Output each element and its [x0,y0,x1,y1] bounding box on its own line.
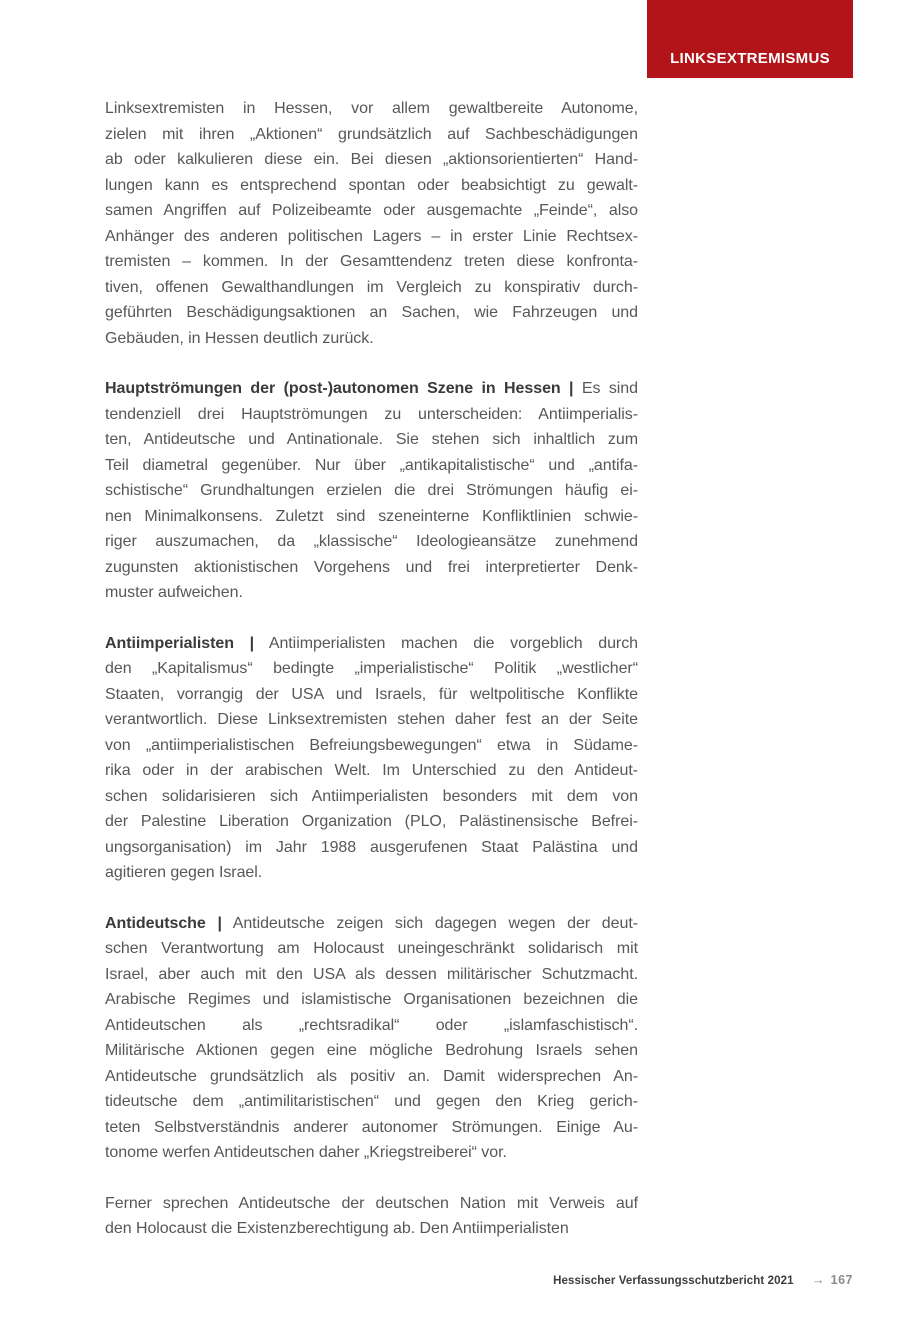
text-line: tendenziell drei Hauptströmungen zu unterscheiden: Antiimperialis- [105,405,638,423]
paragraph [105,631,638,886]
text-line: den Holocaust die Existenzberechtigung ab. Den Antiimperialisten [105,1220,569,1237]
text-line: ab oder kalkulieren diese ein. Bei diesen „aktionsorientierten“ Hand- [105,151,638,168]
text-line: schen Verantwortung am Holocaust uneingeschränkt solidarisch mit [105,940,638,957]
paragraph [105,376,638,606]
footer-page-ref [812,1272,853,1287]
run-in-heading: Antiimperialisten | [105,634,255,652]
text-line: samen Angriffen auf Polizeibeamte oder ausgemachte „Feinde“, also [105,202,638,219]
text-line: Antideutsche | Antideutsche zeigen sich dagegen wegen der deut- [105,914,638,932]
text-line: zugunsten aktionistischen Vorgehens und frei interpretierter Denk- [105,558,638,576]
text-line: tremisten – kommen. In der Gesamttendenz treten diese konfronta- [105,253,638,270]
run-in-heading: Antideutsche | [105,914,222,932]
section-tab [647,0,853,78]
section-tab-label: LINKSEXTREMISMUS [670,50,830,67]
text-line: Gebäuden, in Hessen deutlich zurück. [105,329,374,347]
text-line: Hauptströmungen der (post-)autonomen Szene in Hessen | Es sind [105,380,638,397]
text-line: Antideutsche grundsätzlich als positiv an. Damit widersprechen An- [105,1067,638,1085]
text-line: lungen kann es entsprechend spontan oder beabsichtigt zu gewalt- [105,176,638,194]
text-line: zielen mit ihren „Aktionen“ grundsätzlich auf Sachbeschädigungen [105,125,638,143]
text-line: Ferner sprechen Antideutsche der deutschen Nation mit Verweis auf [105,1194,638,1212]
text-line: den „Kapitalismus“ bedingte „imperialistische“ Politik „westlicher“ [105,660,638,677]
footer-report-title: Hessischer Verfassungsschutzbericht 2021 [553,1275,794,1287]
text-line: teten Selbstverständnis anderer autonomer Strömungen. Einige Au- [105,1118,638,1136]
text-line: tonome werfen Antideutschen daher „Kriegstreiberei“ vor. [105,1144,507,1161]
text-line: Linksextremisten in Hessen, vor allem gewaltbereite Autonome, [105,100,638,117]
text-line: Teil diametral gegenüber. Nur über „antikapitalistische“ und „antifa- [105,456,638,474]
text-line: von „antiimperialistischen Befreiungsbewegungen“ etwa in Südame- [105,736,638,754]
page-number: 167 [830,1273,853,1287]
text-line: geführten Beschädigungsaktionen an Sachen, wie Fahrzeugen und [105,304,638,321]
text-line: Israel, aber auch mit den USA als dessen militärischer Schutzmacht. [105,965,638,983]
text-line: rika oder in der arabischen Welt. Im Unterschied zu den Antideut- [105,762,638,779]
text-line: riger auszumachen, da „klassische“ Ideologieansätze zunehmend [105,533,638,550]
paragraph [105,96,638,351]
text-line: muster aufweichen. [105,584,243,601]
text-line: der Palestine Liberation Organization (PLO, Palästinensische Befrei- [105,813,638,830]
text-line: ungsorganisation) im Jahr 1988 ausgerufenen Staat Palästina und [105,838,638,856]
text-line: Antideutschen als „rechtsradikal“ oder „islamfaschistisch“. [105,1016,638,1034]
paragraph [105,911,638,1166]
text-line: Antiimperialisten | Antiimperialisten machen die vorgeblich durch [105,634,639,652]
text-line: tiven, offenen Gewalthandlungen im Vergleich zu konspirativ durch- [105,278,638,296]
text-line: nen Minimalkonsens. Zuletzt sind szeneinterne Konfliktlinien schwie- [105,507,638,525]
arrow-right-icon: → [811,1272,825,1287]
text-line: verantwortlich. Diese Linksextremisten stehen daher fest an der Seite [105,711,638,728]
text-line: ten, Antideutsche und Antinationale. Sie stehen sich inhaltlich zum [105,431,638,448]
text-line: agitieren gegen Israel. [105,864,263,881]
text-line: tideutsche dem „antimilitaristischen“ und gegen den Krieg gerich- [105,1093,638,1110]
text-line: Staaten, vorrangig der USA und Israels, für weltpolitische Konflikte [105,685,638,703]
text-line: schistische“ Grundhaltungen erzielen die drei Strömungen häufig ei- [105,482,638,499]
text-line: Arabische Regimes und islamistische Organisationen bezeichnen die [105,991,638,1008]
text-line: Anhänger des anderen politischen Lagers – in erster Linie Rechtsex- [105,227,638,245]
paragraph [105,1191,638,1242]
text-line: schen solidarisieren sich Antiimperialisten besonders mit dem von [105,787,638,805]
text-line: Militärische Aktionen gegen eine mögliche Bedrohung Israels sehen [105,1042,638,1059]
body-text [105,96,638,1267]
page-footer [553,1272,853,1287]
run-in-heading: Hauptströmungen der (post-)autonomen Szene in Hessen | [105,380,574,397]
